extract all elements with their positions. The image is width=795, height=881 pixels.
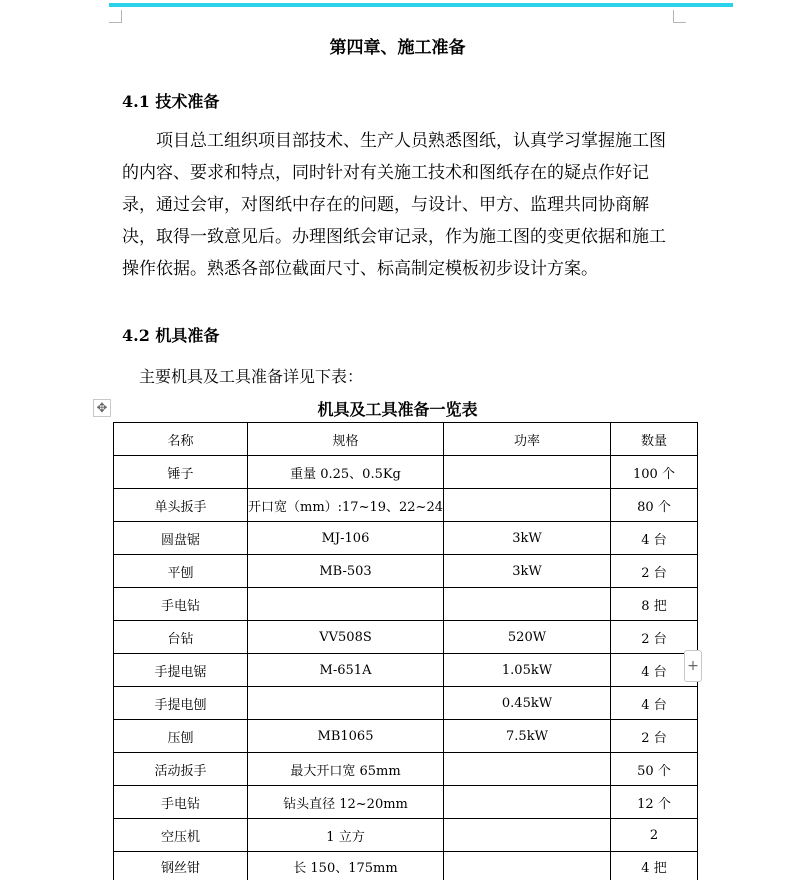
table-row	[114, 786, 698, 819]
cell-power: 520W	[444, 621, 611, 654]
cell-power	[444, 819, 611, 852]
tech-paragraph: 项目总工组织项目部技术、生产人员熟悉图纸，认真学习掌握施工图的内容、要求和特点，同时针对有关施工技术和图纸存在的疑点作好记录，通过会审，对图纸中存在的问题，与设计、甲方、监理共同协商解决，取得一致意见后。办理图纸会审记录，作为施工图的变更依据和施工操作依据。熟悉各部位截面尺寸、标高制定模板初步设计方案。	[122, 131, 666, 279]
cell-spec: MJ-106	[248, 522, 444, 555]
cell-spec: 钻头直径 12~20mm	[248, 786, 444, 819]
table-row	[114, 621, 698, 654]
cell-quantity: 12 个	[611, 786, 698, 819]
table-row	[114, 456, 698, 489]
tools-intro-text: 主要机具及工具准备详见下表：	[139, 367, 364, 386]
cell-quantity: 2	[611, 819, 698, 852]
cell-quantity: 50 个	[611, 753, 698, 786]
header-name: 名称	[114, 423, 248, 456]
table-row	[114, 489, 698, 522]
chapter-title: 第四章、施工准备	[329, 38, 466, 58]
cell-power: 7.5kW	[444, 720, 611, 753]
cell-power: 3kW	[444, 555, 611, 588]
cell-name: 锤子	[114, 456, 248, 489]
page-margin-corner-right	[673, 10, 686, 23]
cell-name: 平刨	[114, 555, 248, 588]
section-heading-tech: 4.1 技术准备	[122, 92, 220, 111]
cell-name: 空压机	[114, 819, 248, 852]
table-header-row	[114, 423, 698, 456]
header-power: 功率	[444, 423, 611, 456]
table-row	[114, 654, 698, 687]
cell-name: 手电钻	[114, 786, 248, 819]
cell-power: 0.45kW	[444, 687, 611, 720]
cell-quantity: 4 把	[611, 852, 698, 881]
cell-quantity: 8 把	[611, 588, 698, 621]
cell-quantity: 4 台	[611, 654, 698, 687]
cell-name: 圆盘锯	[114, 522, 248, 555]
cell-name: 手电钻	[114, 588, 248, 621]
cell-spec: MB1065	[248, 720, 444, 753]
cell-quantity: 2 台	[611, 621, 698, 654]
cell-power: 3kW	[444, 522, 611, 555]
add-column-plus-icon[interactable]: +	[684, 650, 702, 682]
cell-name: 压刨	[114, 720, 248, 753]
table-row	[114, 819, 698, 852]
cell-spec	[248, 588, 444, 621]
table-row	[114, 522, 698, 555]
cell-quantity: 2 台	[611, 555, 698, 588]
cell-name: 台钻	[114, 621, 248, 654]
cell-name: 活动扳手	[114, 753, 248, 786]
header-quantity: 数量	[611, 423, 698, 456]
cell-spec: 长 150、175mm	[248, 852, 444, 881]
cell-quantity: 100 个	[611, 456, 698, 489]
cell-spec: 重量 0.25、0.5Kg	[248, 456, 444, 489]
tools-table	[113, 422, 698, 880]
cell-power	[444, 852, 611, 881]
table-row	[114, 852, 698, 881]
table-row	[114, 555, 698, 588]
cell-spec: MB-503	[248, 555, 444, 588]
cell-quantity: 4 台	[611, 522, 698, 555]
cell-spec: M-651A	[248, 654, 444, 687]
section-heading-tools: 4.2 机具准备	[122, 326, 220, 345]
cell-spec: 开口宽（mm）:17~19、22~24	[248, 489, 444, 522]
cell-spec	[248, 687, 444, 720]
cell-name: 手提电刨	[114, 687, 248, 720]
cell-power	[444, 489, 611, 522]
table-row	[114, 720, 698, 753]
cell-spec: VV508S	[248, 621, 444, 654]
table-row	[114, 588, 698, 621]
cell-spec: 1 立方	[248, 819, 444, 852]
table-row	[114, 687, 698, 720]
cell-name: 单头扳手	[114, 489, 248, 522]
page-top-accent-line	[109, 3, 733, 7]
cell-quantity: 4 台	[611, 687, 698, 720]
table-row	[114, 753, 698, 786]
cell-power: 1.05kW	[444, 654, 611, 687]
cell-name: 钢丝钳	[114, 852, 248, 881]
table-move-handle-icon[interactable]: ✥	[93, 399, 111, 417]
cell-power	[444, 588, 611, 621]
page-margin-corner-left	[109, 10, 122, 23]
cell-spec: 最大开口宽 65mm	[248, 753, 444, 786]
cell-name: 手提电锯	[114, 654, 248, 687]
cell-power	[444, 786, 611, 819]
cell-power	[444, 753, 611, 786]
cell-quantity: 80 个	[611, 489, 698, 522]
cell-quantity: 2 台	[611, 720, 698, 753]
table-caption: 机具及工具准备一览表	[317, 400, 478, 419]
header-spec: 规格	[248, 423, 444, 456]
cell-power	[444, 456, 611, 489]
